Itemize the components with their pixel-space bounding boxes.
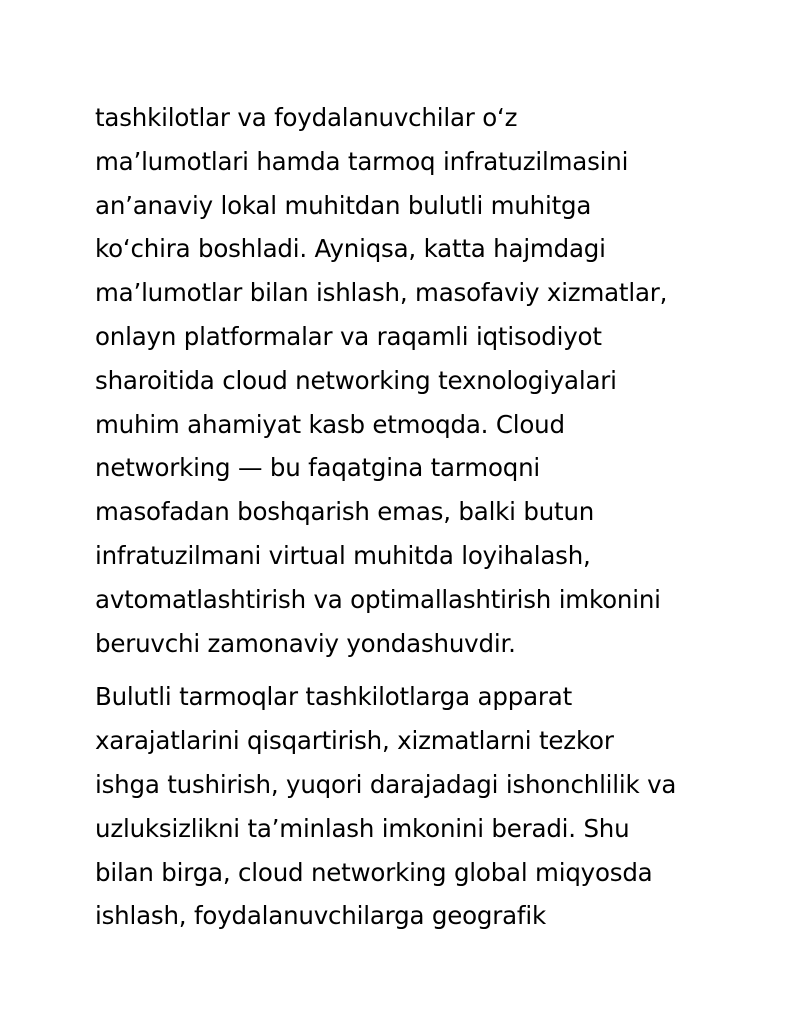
text-line: ishlash, foydalanuvchilarga geografik	[95, 901, 546, 931]
paragraph-1	[95, 96, 725, 665]
text-line: muhim ahamiyat kasb etmoqda. Cloud	[95, 409, 565, 439]
text-line: ko‘chira boshladi. Ayniqsa, katta hajmdagi	[95, 234, 606, 264]
text-line: Bulutli tarmoqlar tashkilotlarga apparat	[95, 682, 572, 712]
text-line: masofadan boshqarish emas, balki butun	[95, 497, 595, 527]
paragraph-2	[95, 675, 725, 938]
text-line: an’anaviy lokal muhitdan bulutli muhitga	[95, 190, 592, 220]
document-body	[95, 96, 725, 938]
text-line: infratuzilmani virtual muhitda loyihalash,	[95, 540, 591, 570]
text-line: sharoitida cloud networking texnologiyalari	[95, 365, 617, 395]
text-line: tashkilotlar va foydalanuvchilar o‘z	[95, 103, 518, 132]
text-line: bilan birga, cloud networking global miqyosda	[95, 857, 653, 887]
text-line: xarajatlarini qisqartirish, xizmatlarni tezkor	[95, 726, 614, 756]
text-line: ishga tushirish, yuqori darajadagi ishonchlilik va	[95, 769, 677, 799]
text-line: ma’lumotlari hamda tarmoq infratuzilmasini	[95, 146, 629, 176]
text-line: onlayn platformalar va raqamli iqtisodiyot	[95, 321, 602, 351]
text-line: avtomatlashtirish va optimallashtirish imkonini	[95, 584, 661, 614]
text-line: networking — bu faqatgina tarmoqni	[95, 453, 541, 483]
text-line: ma’lumotlar bilan ishlash, masofaviy xizmatlar,	[95, 278, 668, 308]
text-line: beruvchi zamonaviy yondashuvdir.	[95, 628, 516, 658]
text-line: uzluksizlikni ta’minlash imkonini beradi. Shu	[95, 813, 630, 843]
